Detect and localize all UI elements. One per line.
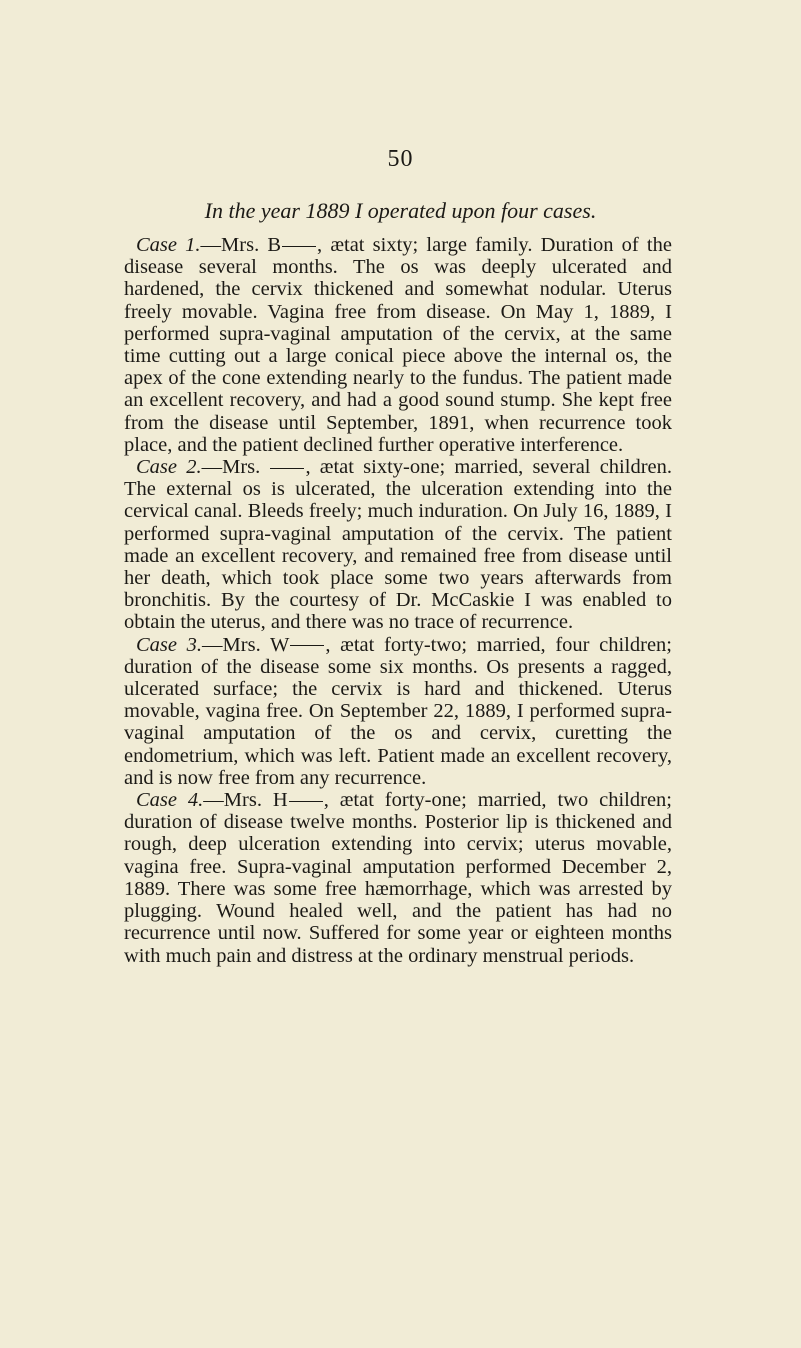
case-label: Case 4.	[136, 789, 204, 812]
case-patient: —Mrs.	[201, 456, 270, 479]
case-patient: —Mrs. H	[203, 789, 288, 812]
case-paragraph-4	[124, 789, 672, 967]
case-patient: —Mrs. W	[202, 633, 290, 656]
case-text: , ætat sixty-one; married, several children. The external os is ulcerated, the ulceration extending into the cervical canal. Bleeds freely; much induration. On July 16, 1889, I performed supra-vaginal amputation of the cervix. The patient made an excellent recovery, and remained free from disease until her death, which took place some two years afterwards from bronchitis. By the courtesy of Dr. McCaskie I was enabled to obtain the uterus, and there was no trace of recurrence.	[124, 456, 673, 634]
name-redaction-dash	[290, 645, 324, 646]
name-redaction-dash	[270, 468, 304, 469]
case-paragraph-3	[124, 634, 672, 789]
case-patient: —Mrs. B	[200, 234, 282, 256]
page-number: 50	[387, 146, 414, 172]
case-paragraph-2	[124, 456, 672, 634]
case-text: , ætat sixty; large family. Duration of the disease several months. The os was deeply ulcerated and hardened, the cervix thickened and somewhat nodular. Uterus freely movable. Vagina free from disease. On May 1, 1889, I performed supra-vaginal amputation of the cervix, at the same time cutting out a large conical piece above the internal os, the apex of the cone extending nearly to the fundus. The patient made an excellent recovery, and had a good sound stump. She kept free from the disease until September, 1891, when recurrence took place, and the patient declined further operative interference.	[124, 234, 672, 456]
case-text: , ætat forty-two; married, four children; duration of the disease some six months. Os presents a ragged, ulcerated surface; the cervix is hard and thickened. Uterus movable, vagina free. On September 22, 1889, I performed supra-vaginal amputation of the os and cervix, curetting the endometrium, which was left. Patient made an excellent recovery, and is now free from any recurrence.	[124, 633, 672, 789]
case-list	[124, 234, 672, 967]
case-label: Case 1.	[136, 234, 201, 256]
case-label: Case 2.	[136, 456, 202, 479]
name-redaction-dash	[282, 246, 316, 247]
case-label: Case 3.	[136, 633, 203, 656]
section-heading: In the year 1889 I operated upon four cases.	[204, 198, 597, 223]
case-paragraph-1	[124, 234, 672, 456]
name-redaction-dash	[289, 801, 323, 802]
case-text: , ætat forty-one; married, two children; duration of disease twelve months. Posterior lip is thickened and rough, deep ulceration extending into cervix; uterus movable, vagina free. Supra-vaginal amputation performed December 2, 1889. There was some free hæmorrhage, which was arrested by plugging. Wound healed well, and the patient has had no recurrence until now. Suffered for some year or eighteen months with much pain and distress at the ordinary menstrual periods.	[124, 789, 672, 967]
